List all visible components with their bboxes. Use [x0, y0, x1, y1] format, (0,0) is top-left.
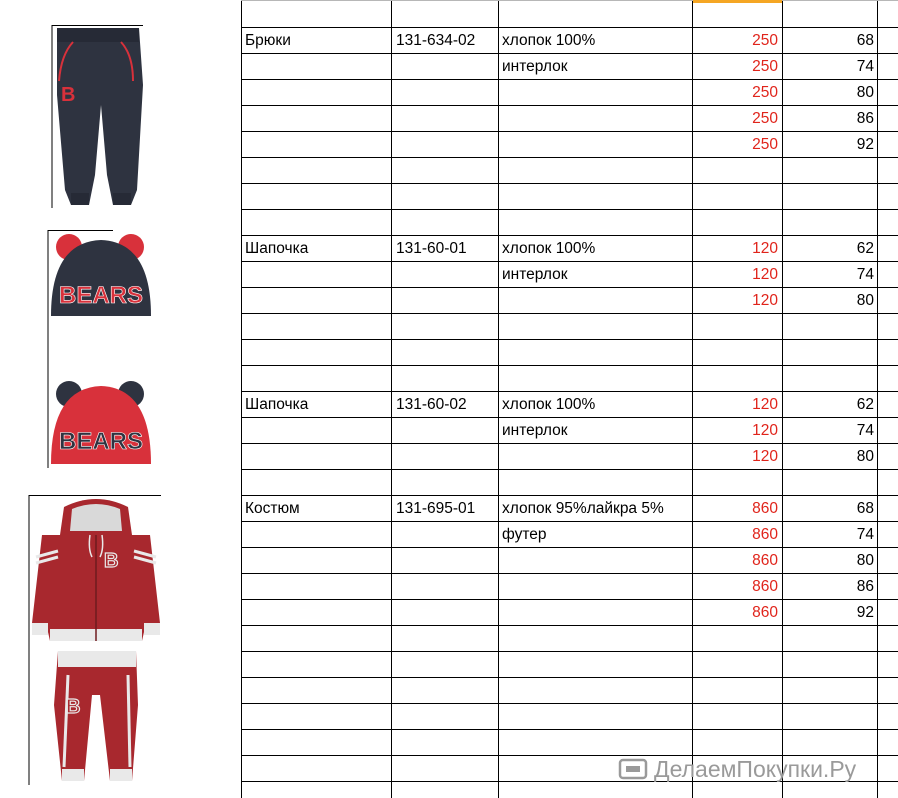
- cell-price[interactable]: 120: [752, 266, 778, 283]
- cell-size[interactable]: [783, 340, 874, 366]
- cell-size[interactable]: [783, 730, 874, 756]
- column-border: [391, 0, 392, 798]
- cell-size[interactable]: 68: [856, 32, 874, 49]
- cell-size[interactable]: 80: [856, 448, 874, 465]
- cell-size[interactable]: 86: [856, 578, 874, 595]
- cell-material[interactable]: интерлок: [502, 58, 568, 75]
- cell-size[interactable]: [783, 158, 874, 184]
- cell-article[interactable]: 131-60-02: [396, 396, 467, 413]
- cell-price[interactable]: [694, 184, 778, 210]
- cell-price[interactable]: 860: [752, 526, 778, 543]
- cell-article[interactable]: 131-634-02: [396, 32, 476, 49]
- cell-price[interactable]: [694, 210, 778, 236]
- cell-size[interactable]: 80: [856, 84, 874, 101]
- column-border: [692, 0, 693, 798]
- cell-price[interactable]: 250: [752, 110, 778, 127]
- hat-navy-image: [47, 230, 155, 326]
- cell-size[interactable]: [783, 366, 874, 392]
- cell-price[interactable]: [694, 366, 778, 392]
- cell-material[interactable]: хлопок 100%: [502, 32, 596, 49]
- cell-size[interactable]: 74: [856, 422, 874, 439]
- selected-column-header-accent: [693, 0, 782, 3]
- cell-size[interactable]: 74: [856, 58, 874, 75]
- cell-size[interactable]: 74: [856, 266, 874, 283]
- cell-price[interactable]: 860: [752, 500, 778, 517]
- cell-price[interactable]: 860: [752, 552, 778, 569]
- cell-price[interactable]: 120: [752, 422, 778, 439]
- cell-name[interactable]: Шапочка: [245, 396, 309, 413]
- cell-price[interactable]: [694, 704, 778, 730]
- row-border: [241, 0, 898, 1]
- cell-price[interactable]: 120: [752, 292, 778, 309]
- column-border: [498, 0, 499, 798]
- column-border: [241, 0, 242, 798]
- cell-size[interactable]: [783, 210, 874, 236]
- cell-size[interactable]: 92: [856, 604, 874, 621]
- cell-size[interactable]: [783, 704, 874, 730]
- cell-price[interactable]: 120: [752, 448, 778, 465]
- pants-image: [51, 25, 147, 208]
- cell-size[interactable]: [783, 184, 874, 210]
- cell-price[interactable]: [694, 314, 778, 340]
- cell-material[interactable]: хлопок 95%лайкра 5%: [502, 500, 664, 517]
- cell-price[interactable]: 250: [752, 84, 778, 101]
- cell-size[interactable]: [783, 626, 874, 652]
- column-border: [877, 0, 878, 798]
- cell-material[interactable]: хлопок 100%: [502, 240, 596, 257]
- cell-size[interactable]: [783, 652, 874, 678]
- cell-name[interactable]: Брюки: [245, 32, 291, 49]
- cell-size[interactable]: [783, 470, 874, 496]
- cell-price[interactable]: 250: [752, 32, 778, 49]
- cell-material[interactable]: интерлок: [502, 266, 568, 283]
- watermark: [618, 756, 856, 782]
- cell-price[interactable]: 250: [752, 136, 778, 153]
- cell-price[interactable]: 250: [752, 58, 778, 75]
- cell-size[interactable]: 62: [856, 396, 874, 413]
- cell-price[interactable]: 120: [752, 240, 778, 257]
- cell-name[interactable]: Костюм: [245, 500, 300, 517]
- suit-pants-logo: B: [66, 696, 81, 718]
- cell-size[interactable]: 80: [856, 292, 874, 309]
- cell-price[interactable]: [694, 678, 778, 704]
- cell-price[interactable]: [694, 340, 778, 366]
- cell-material[interactable]: хлопок 100%: [502, 396, 596, 413]
- cell-price[interactable]: 120: [752, 396, 778, 413]
- cell-size[interactable]: 80: [856, 552, 874, 569]
- cell-price[interactable]: [694, 652, 778, 678]
- cell-price[interactable]: [694, 626, 778, 652]
- pants-logo: B: [61, 84, 76, 106]
- cell-size[interactable]: [783, 678, 874, 704]
- cell-price[interactable]: 860: [752, 578, 778, 595]
- cell-size[interactable]: 92: [856, 136, 874, 153]
- cell-size[interactable]: [783, 314, 874, 340]
- cell-price[interactable]: [694, 730, 778, 756]
- hat-red-image: [47, 326, 155, 468]
- cell-article[interactable]: 131-60-01: [396, 240, 467, 257]
- cell-price[interactable]: [694, 158, 778, 184]
- cell-size[interactable]: 62: [856, 240, 874, 257]
- hat-red-text: BEARS: [58, 428, 144, 455]
- cell-material[interactable]: футер: [502, 526, 547, 543]
- cell-price[interactable]: 860: [752, 604, 778, 621]
- cart-icon: [618, 758, 648, 780]
- cell-size[interactable]: 74: [856, 526, 874, 543]
- hat-navy-text: BEARS: [58, 282, 144, 309]
- cell-size[interactable]: 86: [856, 110, 874, 127]
- watermark-text: ДелаемПокупки.Ру: [654, 755, 857, 782]
- cell-size[interactable]: 68: [856, 500, 874, 517]
- cell-article[interactable]: 131-695-01: [396, 500, 476, 517]
- cell-price[interactable]: [694, 470, 778, 496]
- cell-material[interactable]: интерлок: [502, 422, 568, 439]
- jacket-logo: B: [104, 550, 119, 572]
- cell-name[interactable]: Шапочка: [245, 240, 309, 257]
- suit-image: [28, 495, 163, 785]
